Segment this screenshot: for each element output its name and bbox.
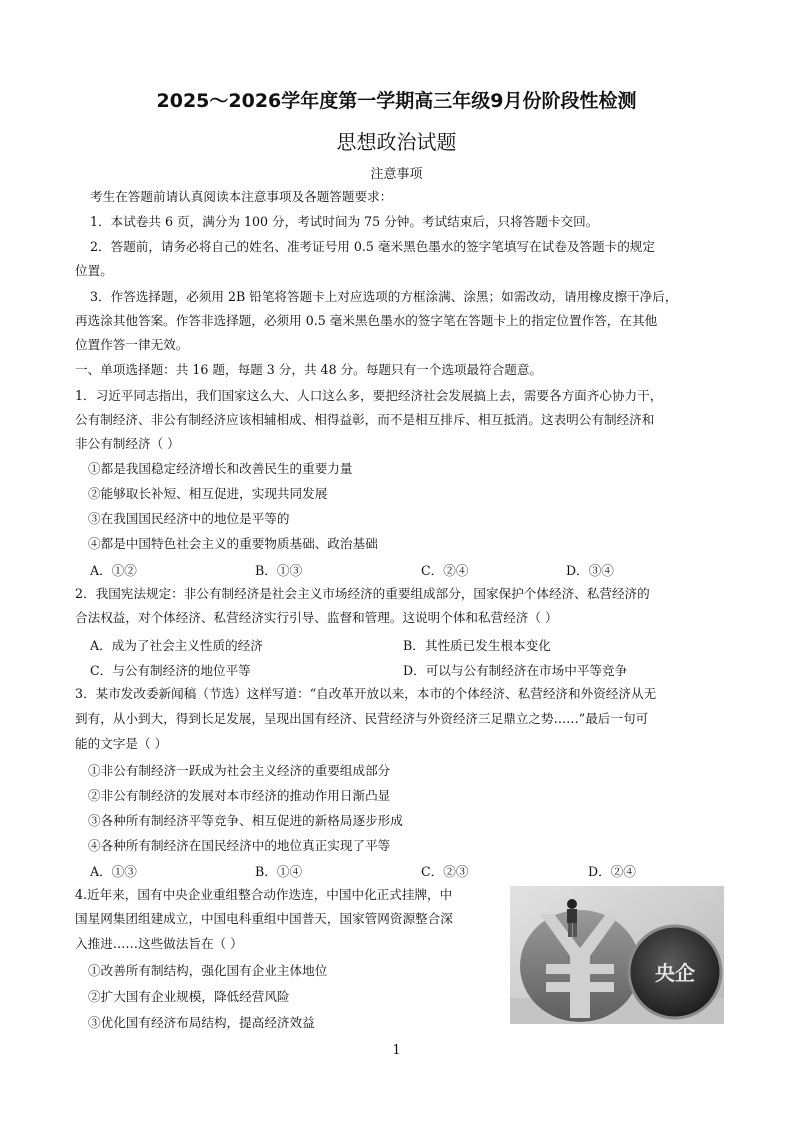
q1-stem: 1．习近平同志指出，我们国家这么大、人口这么多，要把经济社会发展搞上去，需要各方面齐心协力干，	[75, 388, 663, 403]
q1-option-c: C．②④	[421, 563, 469, 578]
figurine	[567, 899, 577, 937]
q3-option-d: D．②④	[588, 864, 636, 879]
q2-options-row-1	[88, 635, 718, 652]
q3-option-b: B．①④	[255, 864, 303, 879]
q4-stem-cont: 国星网集团组建成立，中国电科重组中国普天，国家管网资源整合深	[75, 911, 453, 926]
q3-option-a: A．①③	[90, 864, 137, 879]
notice-item-3-cont: 再选涂其他答案。作答非选择题，必须用 0.5 毫米黑色墨水的签字笔在答题卡上的指定位置作答，在其他	[75, 313, 658, 328]
q1-statement-2: ②能够取长补短、相互促进，实现共同发展	[88, 486, 328, 501]
q3-stem-cont: 到有，从小到大，得到长足发展，呈现出国有经济、民营经济与外资经济三足鼎立之势……”最后一句可	[75, 711, 649, 726]
q4-stem: 4.近年来，国有中央企业重组整合动作迭连，中国中化正式挂牌，中	[75, 887, 453, 902]
q1-stem-cont: 公有制经济、非公有制经济应该相辅相成、相得益彰，而不是相互排斥、相互抵消。这表明公有制经济和	[75, 412, 655, 427]
q2-option-a: A．成为了社会主义性质的经济	[90, 638, 263, 653]
q1-option-d: D．③④	[566, 563, 614, 578]
q3-option-c: C．②③	[421, 864, 469, 879]
notice-item-3: 3．作答选择题，必须用 2B 铅笔将答题卡上对应选项的方框涂满、涂黑；如需改动，请用橡皮擦干净后，	[90, 289, 678, 304]
q4-illustration	[510, 886, 724, 1024]
q4-statement-3: ③优化国有经济布局结构，提高经济效益	[88, 1015, 315, 1030]
q2-options-row-2	[88, 660, 718, 677]
q1-statement-3: ③在我国国民经济中的地位是平等的	[88, 511, 290, 526]
q1-stem-cont2: 非公有制经济（ ）	[75, 436, 180, 451]
q3-statement-4: ④各种所有制经济在国民经济中的地位真正实现了平等	[88, 838, 391, 853]
q4-stem-cont2: 入推进……这些做法旨在（ ）	[75, 936, 243, 951]
q3-statement-1: ①非公有制经济一跃成为社会主义经济的重要组成部分	[88, 763, 391, 778]
medallion-label: 央企	[655, 961, 695, 985]
q3-stem-cont2: 能的文字是（ ）	[75, 736, 168, 751]
q4-statement-2: ②扩大国有企业规模，降低经营风险	[88, 989, 290, 1004]
page-number: 1	[392, 1043, 401, 1058]
q3-statement-3: ③各种所有制经济平等竞争、相互促进的新格局逐步形成	[88, 813, 403, 828]
q1-statement-4: ④都是中国特色社会主义的重要物质基础、政治基础	[88, 536, 378, 551]
q4-statement-1: ①改善所有制结构，强化国有企业主体地位	[88, 963, 328, 978]
q1-option-b: B．①③	[255, 563, 303, 578]
notice-heading: 注意事项	[370, 167, 423, 182]
notice-item-3-cont2: 位置作答一律无效。	[75, 337, 189, 352]
q3-statement-2: ②非公有制经济的发展对本市经济的推动作用日渐凸显	[88, 788, 391, 803]
notice-item-1: 1．本试卷共 6 页，满分为 100 分，考试时间为 75 分钟。考试结束后，只将答题卡交回。	[90, 214, 599, 229]
q2-option-b: B．其性质已发生根本变化	[403, 638, 551, 653]
notice-item-2-cont: 位置。	[75, 263, 113, 278]
q3-options	[88, 861, 718, 878]
q2-stem: 2．我国宪法规定：非公有制经济是社会主义市场经济的重要组成部分，国家保护个体经济、私营经济的	[75, 586, 650, 601]
q1-statement-1: ①都是我国稳定经济增长和改善民生的重要力量	[88, 461, 353, 476]
section-heading: 一、单项选择题：共 16 题，每题 3 分，共 48 分。每题只有一个选项最符合题意。	[75, 362, 543, 377]
exam-subtitle: 思想政治试题	[336, 130, 457, 154]
q1-options	[88, 560, 718, 577]
q1-option-a: A．①②	[90, 563, 137, 578]
q3-stem: 3．某市发改委新闻稿（节选）这样写道：“自改革开放以来，本市的个体经济、私营经济和外资经济从无	[75, 686, 657, 701]
notice-intro: 考生在答题前请认真阅读本注意事项及各题答题要求：	[90, 189, 393, 204]
q2-stem-cont: 合法权益，对个体经济、私营经济实行引导、监督和管理。这说明个体和私营经济（ ）	[75, 610, 558, 625]
exam-title: 2025～2026学年度第一学期高三年级9月份阶段性检测	[156, 90, 637, 112]
yuan-coin-image	[510, 886, 724, 1024]
q2-option-d: D．可以与公有制经济在市场中平等竞争	[403, 663, 628, 678]
q2-option-c: C．与公有制经济的地位平等	[90, 663, 251, 678]
notice-item-2: 2．答题前，请务必将自己的姓名、准考证号用 0.5 毫米黑色墨水的签字笔填写在试卷及答题卡的规定	[90, 239, 655, 254]
